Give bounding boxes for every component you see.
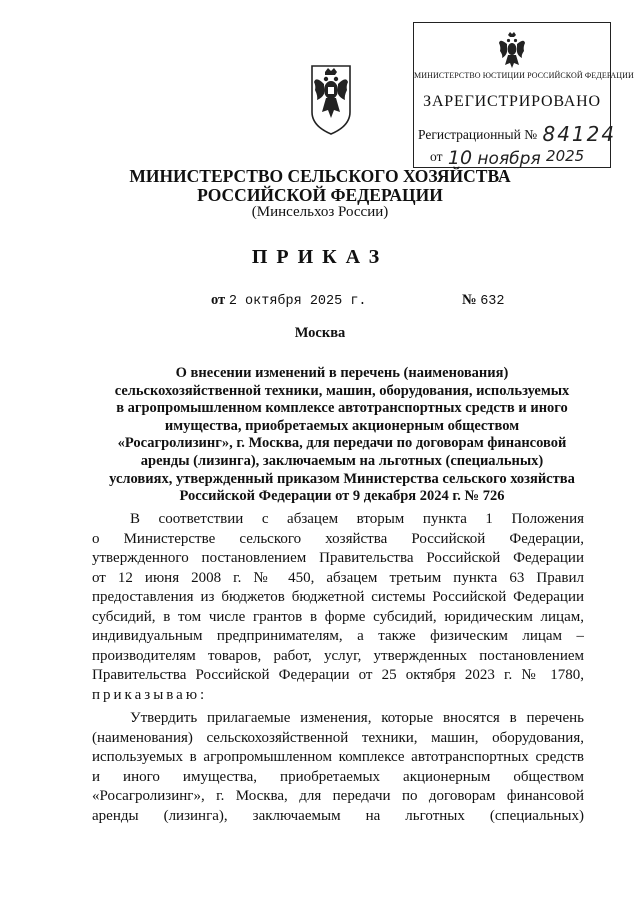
body-line: субсидий, в том числе грантов в форме субсидий, юридическим лицам, [92,608,584,625]
order-number-label: № [462,292,477,308]
coat-of-arms-emblem-icon [306,60,356,138]
order-date-prefix: от [211,292,226,308]
body-line: используемых в агропромышленном комплексе автотранспортных средств [92,749,584,765]
body-paragraph-resolution [92,709,584,826]
organization-short-name: (Минсельхоз России) [251,204,389,220]
body-line: утвержденного постановлением Правительства Российской Федерации [92,550,584,566]
subject-line: Российской Федерации от 9 декабря 2024 г. № 726 [179,488,505,505]
city: Москва [294,325,346,341]
stamp-reg-label: Регистрационный № [418,127,538,142]
stamp-date-year: 2025 [546,147,585,165]
body-line: «Росагролизинг», г. Москва, для передачи по договорам финансовой [92,788,584,804]
body-line: от 12 июня 2008 г. № 450, абзацем третьим пункта 63 Правил [92,569,584,586]
body-line: о Министерстве сельского хозяйства Российской Федерации, [92,530,584,547]
order-subject [92,365,592,506]
body-line: индивидуальным предпринимателям, а также физическим лицам – [92,628,584,644]
org-line-1: МИНИСТЕРСТВО СЕЛЬСКОГО ХОЗЯЙСТВА [129,166,511,186]
order-date-value: 2 октября 2025 г. [228,294,367,309]
subject-line: «Росагролизинг», г. Москва, для передачи по договорам финансовой [117,435,567,452]
stamp-date-prefix: от [430,149,443,164]
body-line: и иного имущества, приобретаемых акционерным обществом [92,768,584,785]
stamp-status: ЗАРЕГИСТРИРОВАНО [423,93,601,110]
stamp-registration-number [418,120,616,144]
body-line: производителям товаров, работ, услуг, утвержденных постановлением [92,647,584,664]
subject-line: условиях, утвержденный приказом Министерства сельского хозяйства [109,470,575,487]
subject-line: сельскохозяйственной техники, машин, оборудования, используемых [114,382,570,399]
body-line: Правительства Российской Федерации от 25 октября 2023 г. № 1780, [92,667,584,683]
stamp-emblem-icon [496,30,528,70]
body-line: предоставления из бюджетов бюджетной системы Российской Федерации [92,589,584,605]
subject-line: в агропромышленном комплексе автотранспортных средств и иного [116,400,568,417]
body-paragraph-preamble [92,510,584,705]
registration-stamp [413,22,634,169]
subject-line: аренды (лизинга), заключаемым на льготных (специальных) [140,452,544,469]
body-line: (наименования) сельскохозяйственной техники, машин, оборудования, [92,729,584,746]
body-line: Утвердить прилагаемые изменения, которые вносятся в перечень [130,710,584,726]
stamp-date-month: ноября [477,149,541,169]
body-line: аренды (лизинга), заключаемым на льготных (специальных) [92,807,584,824]
stamp-date-day: 10 [447,147,473,169]
subject-line: имущества, приобретаемых акционерным обществом [164,417,520,434]
stamp-ministry: МИНИСТЕРСТВО ЮСТИЦИИ РОССИЙСКОЙ ФЕДЕРАЦИИ [414,71,634,80]
org-line-2: РОССИЙСКОЙ ФЕДЕРАЦИИ [197,185,443,205]
document-type-title: ПРИКАЗ [251,246,389,268]
order-number [462,292,505,309]
stamp-reg-number-handwritten: 84124 [542,122,617,146]
stamp-date [430,144,585,169]
order-number-value: 632 [480,294,505,309]
body-line: В соответствии с абзацем вторым пункта 1 Положения [130,511,584,527]
subject-line: О внесении изменений в перечень (наименования) [175,365,509,381]
order-date [211,292,367,309]
organization-name [0,167,640,205]
body-line-order-word: приказываю: [92,686,208,703]
